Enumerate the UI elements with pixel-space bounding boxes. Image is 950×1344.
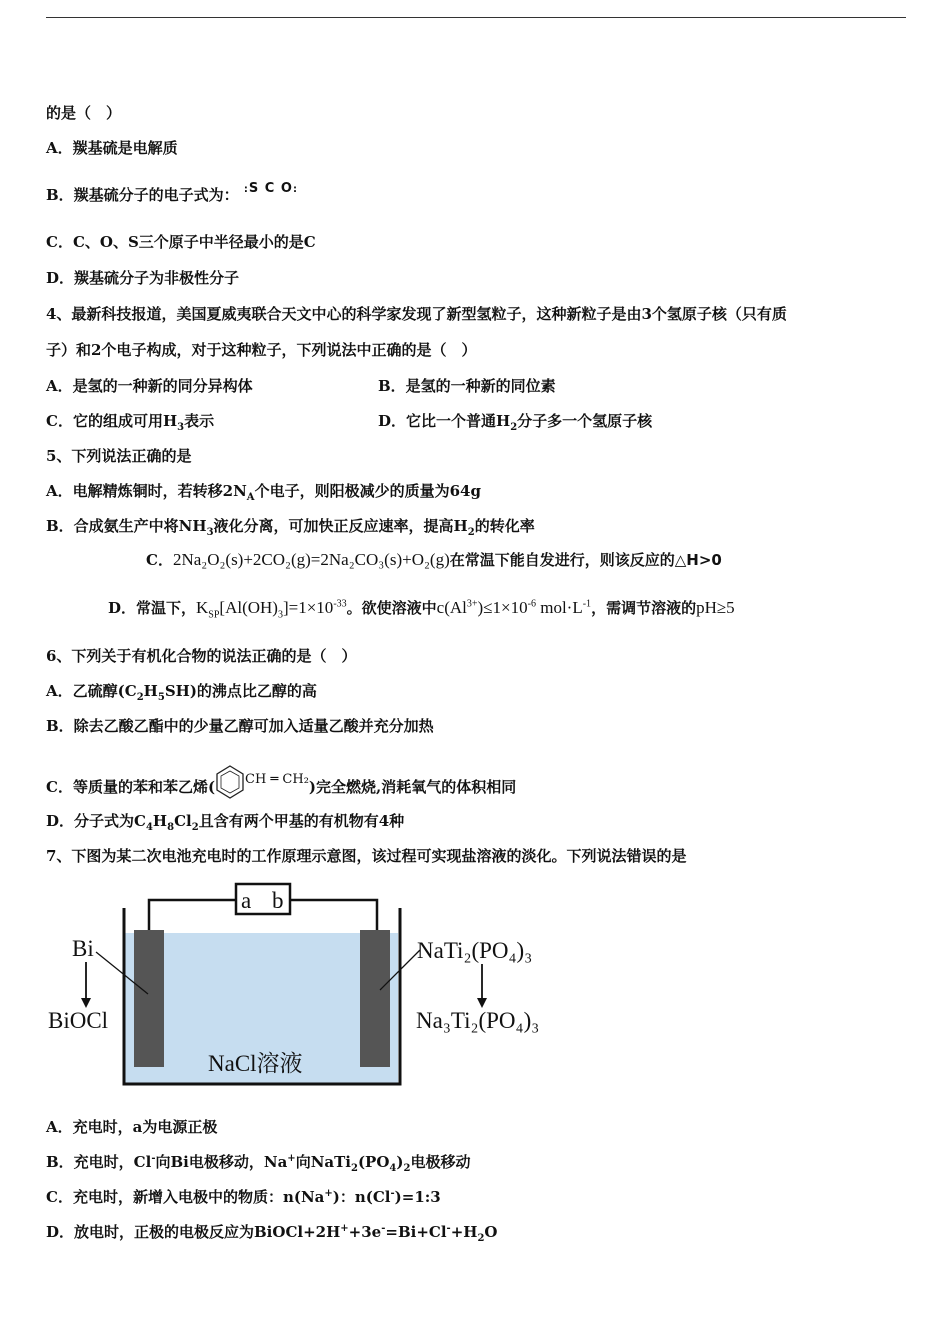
- q4-stem-line1: 4、最新科技报道，美国夏威夷联合天文中心的科学家发现了新型氢粒子，这种新粒子是由3个氢原子核（只有质: [46, 305, 787, 323]
- q6-option-b: B．除去乙酸乙酯中的少量乙醇可加入适量乙酸并充分加热: [46, 717, 434, 735]
- q5-option-d: D．常温下，$K_{SP}[Al(OH)_3]=1\times 10^{-33}$。欲使溶液中$c(Al^{3+})\le 1\times 10^{-6}$ $mol\cdot L^{-1}$，需调节溶液的pH≥5: [108, 598, 735, 621]
- q7-option-c: C．充电时，新增入电极中的物质：n(Na+)：n(Cl-)=1:3: [46, 1188, 441, 1206]
- q4-option-c: C．它的组成可用$H_3$表示: [46, 412, 215, 433]
- q3-option-c: C．C、O、S三个原子中半径最小的是C: [46, 233, 316, 251]
- q5-stem: 5、下列说法正确的是: [46, 447, 192, 465]
- header-rule: [46, 17, 906, 18]
- q6-option-c: C．等质量的苯和苯乙烯( CH ═ CH₂)完全燃烧,消耗氧气的体积相同: [46, 764, 516, 804]
- right-bottom-label: Na₃Ti₂(PO₄)₃: [416, 1008, 540, 1033]
- left-arrow-head: [81, 998, 91, 1008]
- q7-option-d: D．放电时，正极的电极反应为$BiOCl+2H^++3e^-=Bi+Cl^-+H_2O$: [46, 1223, 498, 1244]
- terminal-a-label: a: [241, 888, 252, 913]
- q6-stem: 6、下列关于有机化合物的说法正确的是（ ）: [46, 647, 357, 665]
- right-arrow-head: [477, 998, 487, 1008]
- q3-stem-tail: 的是（ ）: [46, 104, 122, 122]
- right-top-label: NaTi₂(PO₄)₃: [417, 938, 533, 963]
- left-electrode: [134, 930, 164, 1067]
- q3-option-d: D．羰基硫分子为非极性分子: [46, 269, 240, 287]
- q4-option-b: B．是氢的一种新的同位素: [378, 377, 556, 395]
- q5-option-a: A．电解精炼铜时，若转移$2N_A$个电子，则阳极减少的质量为64g: [46, 482, 481, 503]
- solution-label: NaCl溶液: [208, 1051, 303, 1076]
- q4-option-d: D．它比一个普通$H_2$分子多一个氢原子核: [378, 412, 653, 433]
- q4-option-a: A．是氢的一种新的同分异构体: [46, 377, 253, 395]
- q6-option-d: D．分子式为$C_4H_8Cl_2$且含有两个甲基的有机物有4种: [46, 812, 405, 833]
- q5-option-c: C．2Na₂O₂(s)+2CO₂(g)=2Na₂CO₃(s)+O₂(g)在常温下能自发进行，则该反应的△H>0: [146, 550, 722, 569]
- left-top-label: Bi: [72, 936, 94, 961]
- electron-formula-image: :S C O:: [243, 181, 298, 196]
- q4-stem-line2: 子）和2个电子构成，对于这种粒子，下列说法中正确的是（ ）: [46, 341, 477, 359]
- q7-option-b: B．充电时，Cl-向Bi电极移动，Na+向$NaTi_2(PO_4)_2$电极移动: [46, 1153, 471, 1174]
- q5-option-b: B．合成氨生产中将$NH_3$液化分离，可加快正反应速率，提高$H_2$的转化率: [46, 517, 535, 538]
- battery-diagram: [44, 878, 564, 1093]
- right-electrode: [360, 930, 390, 1067]
- q5-c-equation: 2Na₂O₂(s)+2CO₂(g)=2Na₂CO₃(s)+O₂(g): [172, 550, 450, 569]
- styrene-structure-icon: [215, 764, 245, 804]
- q7-option-a: A．充电时，a为电源正极: [46, 1118, 218, 1136]
- terminal-b-label: b: [272, 888, 284, 913]
- left-bottom-label: BiOCl: [48, 1008, 109, 1033]
- q3-option-b: B．羰基硫分子的电子式为： :S C O:: [46, 181, 298, 204]
- q6-option-a: A．乙硫醇$(C_2H_5SH)$的沸点比乙醇的高: [46, 682, 317, 703]
- q3-option-a: A．羰基硫是电解质: [46, 139, 178, 157]
- q7-stem: 7、下图为某二次电池充电时的工作原理示意图，该过程可实现盐溶液的淡化。下列说法错误的是: [46, 847, 687, 865]
